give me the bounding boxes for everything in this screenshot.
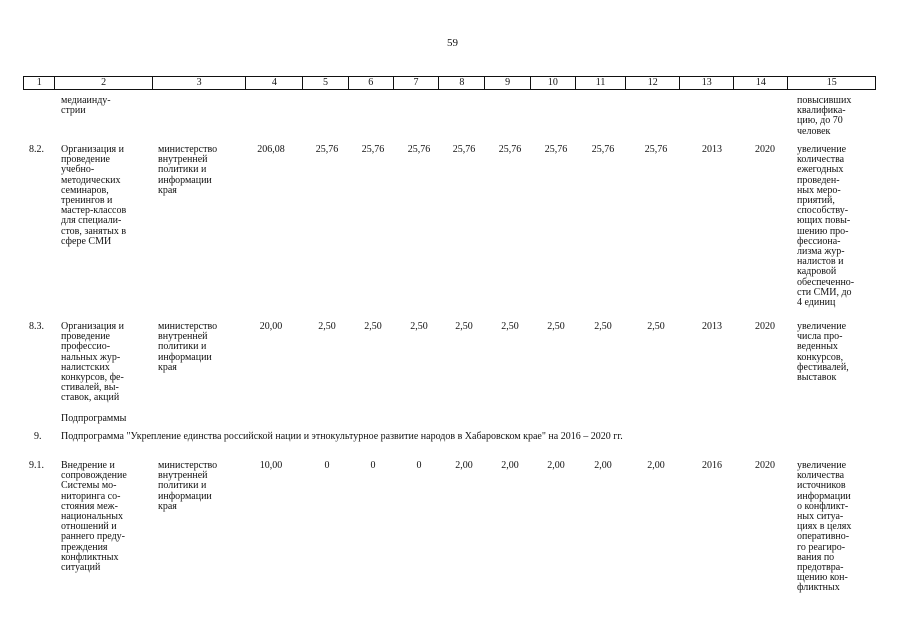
continuation-result: повысивших квалифика- цию, до 70 человек bbox=[797, 95, 852, 137]
row-8-2-value-6: 25,76 bbox=[544, 144, 568, 155]
row-9-1-value-8: 2,00 bbox=[647, 460, 665, 471]
header-col-2: 2 bbox=[55, 77, 152, 89]
row-9-1-name: Внедрение и сопровождение Системы мо- ниторинга со- стояния меж- национальных отношений и раннего преду- преждения конфликтных ситуаций bbox=[61, 460, 127, 574]
row-8-2-id: 8.2. bbox=[29, 144, 44, 155]
row-8-2-value-3: 25,76 bbox=[407, 144, 431, 155]
row-8-3-end: 2020 bbox=[755, 321, 775, 332]
row-8-3-value-2: 2,50 bbox=[364, 321, 382, 332]
row-8-2-value-5: 25,76 bbox=[498, 144, 522, 155]
row-8-3-value-3: 2,50 bbox=[410, 321, 428, 332]
subprogram-title: Подпрограмма "Укрепление единства российской нации и этнокультурное развитие народов в Хабаровском крае" на 2016 – 2020 гг. bbox=[61, 431, 623, 442]
row-9-1-value-1: 0 bbox=[324, 460, 330, 471]
subprogram-id: 9. bbox=[34, 431, 42, 442]
header-col-8: 8 bbox=[439, 77, 485, 89]
row-8-2-value-8: 25,76 bbox=[644, 144, 668, 155]
row-9-1-value-2: 0 bbox=[370, 460, 376, 471]
row-8-2-end: 2020 bbox=[755, 144, 775, 155]
row-8-3-value-5: 2,50 bbox=[501, 321, 519, 332]
row-8-3-executor: министерство внутренней политики и информации края bbox=[158, 321, 218, 373]
header-col-5: 5 bbox=[303, 77, 348, 89]
header-col-10: 10 bbox=[531, 77, 576, 89]
row-8-2-value-4: 25,76 bbox=[452, 144, 476, 155]
row-9-1-value-3: 0 bbox=[416, 460, 422, 471]
row-8-3-value-1: 2,50 bbox=[318, 321, 336, 332]
row-9-1-value-5: 2,00 bbox=[501, 460, 519, 471]
header-col-15: 15 bbox=[826, 77, 837, 88]
header-col-7: 7 bbox=[394, 77, 439, 89]
row-9-1-value-4: 2,00 bbox=[455, 460, 473, 471]
header-col-14: 14 bbox=[734, 77, 788, 89]
row-9-1-value-7: 2,00 bbox=[594, 460, 612, 471]
row-8-2-start: 2013 bbox=[702, 144, 722, 155]
row-8-2-value-1: 25,76 bbox=[315, 144, 339, 155]
subprograms-label: Подпрограммы bbox=[61, 413, 127, 424]
row-8-2-total: 206,08 bbox=[257, 144, 285, 155]
row-8-3-result: увеличение числа про- веденных конкурсов, фестивалей, выставок bbox=[797, 321, 849, 384]
header-col-1: 1 bbox=[24, 77, 55, 89]
header-col-11: 11 bbox=[576, 77, 626, 89]
row-8-3-name: Организация и проведение профессио- нальных жур- налистских конкурсов, фе- стивалей, вы- ставок, акций bbox=[61, 321, 125, 404]
row-9-1-end: 2020 bbox=[755, 460, 775, 471]
row-8-3-total: 20,00 bbox=[259, 321, 283, 332]
row-8-2-value-2: 25,76 bbox=[361, 144, 385, 155]
continuation-name: медиаинду- стрии bbox=[61, 95, 111, 117]
row-9-1-value-6: 2,00 bbox=[547, 460, 565, 471]
header-col-9: 9 bbox=[485, 77, 530, 89]
row-8-2-result: увеличение количества ежегодных проведен- ных меро- приятий, способству- ющих повы- шению про- фессиона- лизма жур- налистов и кадровой обеспеченно- сти СМИ, до 4 единиц bbox=[797, 144, 855, 309]
row-8-3-value-7: 2,50 bbox=[594, 321, 612, 332]
header-col-6: 6 bbox=[349, 77, 394, 89]
row-9-1-total: 10,00 bbox=[259, 460, 283, 471]
header-col-4: 4 bbox=[246, 77, 303, 89]
row-9-1-id: 9.1. bbox=[29, 460, 44, 471]
row-8-3-id: 8.3. bbox=[29, 321, 44, 332]
row-8-3-value-8: 2,50 bbox=[647, 321, 665, 332]
row-8-2-value-7: 25,76 bbox=[591, 144, 615, 155]
row-8-3-value-6: 2,50 bbox=[547, 321, 565, 332]
page-number: 59 bbox=[447, 37, 458, 49]
row-9-1-executor: министерство внутренней политики и информации края bbox=[158, 460, 218, 512]
row-8-2-executor: министерство внутренней политики и информации края bbox=[158, 144, 218, 196]
table-header bbox=[23, 76, 876, 90]
row-8-3-start: 2013 bbox=[702, 321, 722, 332]
header-col-3: 3 bbox=[153, 77, 246, 89]
header-col-12: 12 bbox=[626, 77, 680, 89]
header-col-13: 13 bbox=[680, 77, 734, 89]
row-9-1-start: 2016 bbox=[702, 460, 722, 471]
row-9-1-result: увеличение количества источников информации о конфликт- ных ситуа- циях в целях оперативно- го реагиро- вания по предотвра- щению кон- фликтных bbox=[797, 460, 852, 594]
row-8-2-name: Организация и проведение учебно- методических семинаров, тренингов и мастер-классов для специали- стов, занятых в сфере СМИ bbox=[61, 144, 127, 247]
row-8-3-value-4: 2,50 bbox=[455, 321, 473, 332]
